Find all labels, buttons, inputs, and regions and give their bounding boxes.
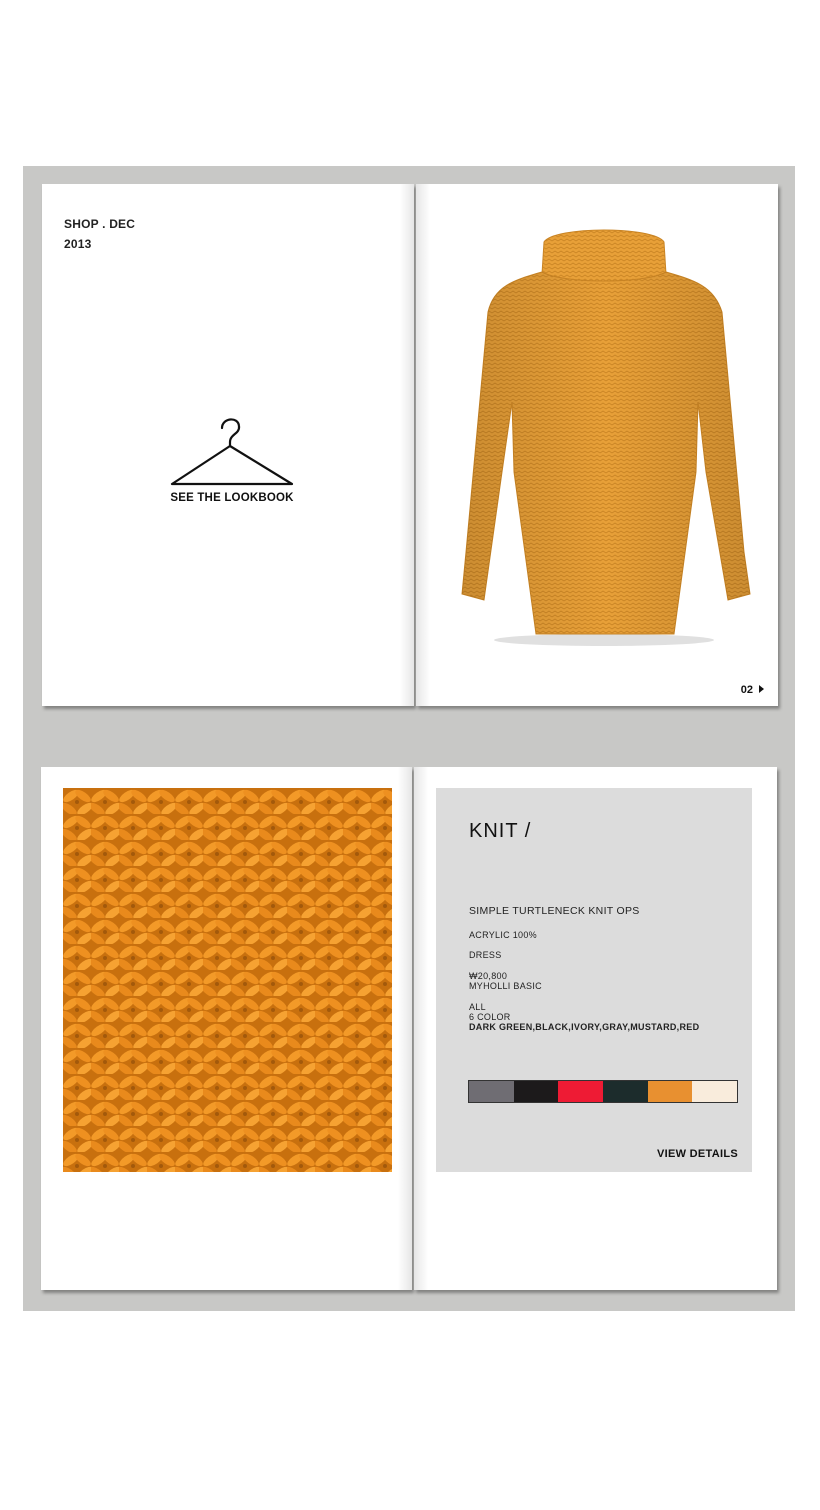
product-info-panel [436, 788, 752, 1172]
arrow-right-icon [759, 685, 764, 693]
product-category-title: KNIT / [469, 820, 532, 842]
swatch-black[interactable] [514, 1081, 559, 1102]
view-details-link[interactable]: VIEW DETAILS [656, 1148, 738, 1160]
product-brand: MYHOLLI BASIC [469, 981, 542, 991]
product-material: ACRYLIC 100% [469, 930, 537, 940]
page-number: 02 [740, 684, 753, 696]
product-page-left [41, 767, 412, 1290]
swatch-dark-green[interactable] [603, 1081, 648, 1102]
swatch-gray[interactable] [469, 1081, 514, 1102]
swatch-red[interactable] [558, 1081, 603, 1102]
product-page-right [414, 767, 777, 1290]
see-lookbook-link[interactable]: SEE THE LOOKBOOK [170, 492, 294, 504]
shop-label-line2: 2013 [64, 237, 92, 251]
product-category: DRESS [469, 950, 502, 960]
next-page-button[interactable] [741, 684, 764, 696]
swatch-ivory[interactable] [692, 1081, 737, 1102]
product-price: ₩20,800 [469, 971, 508, 981]
shop-date-label [64, 214, 135, 254]
lookbook-page-right [416, 184, 778, 706]
hanger-icon[interactable] [168, 416, 296, 496]
color-swatches [468, 1080, 738, 1103]
product-size: ALL [469, 1002, 486, 1012]
lookbook-page-left [42, 184, 414, 706]
product-color-count: 6 COLOR [469, 1012, 511, 1022]
sweater-photo [444, 222, 764, 652]
shop-label-line1: SHOP . DEC [64, 217, 136, 231]
product-name: SIMPLE TURTLENECK KNIT OPS [469, 905, 640, 917]
swatch-mustard[interactable] [648, 1081, 693, 1102]
product-colors-list: DARK GREEN,BLACK,IVORY,GRAY,MUSTARD,RED [469, 1022, 700, 1032]
knit-closeup-photo [63, 788, 392, 1172]
